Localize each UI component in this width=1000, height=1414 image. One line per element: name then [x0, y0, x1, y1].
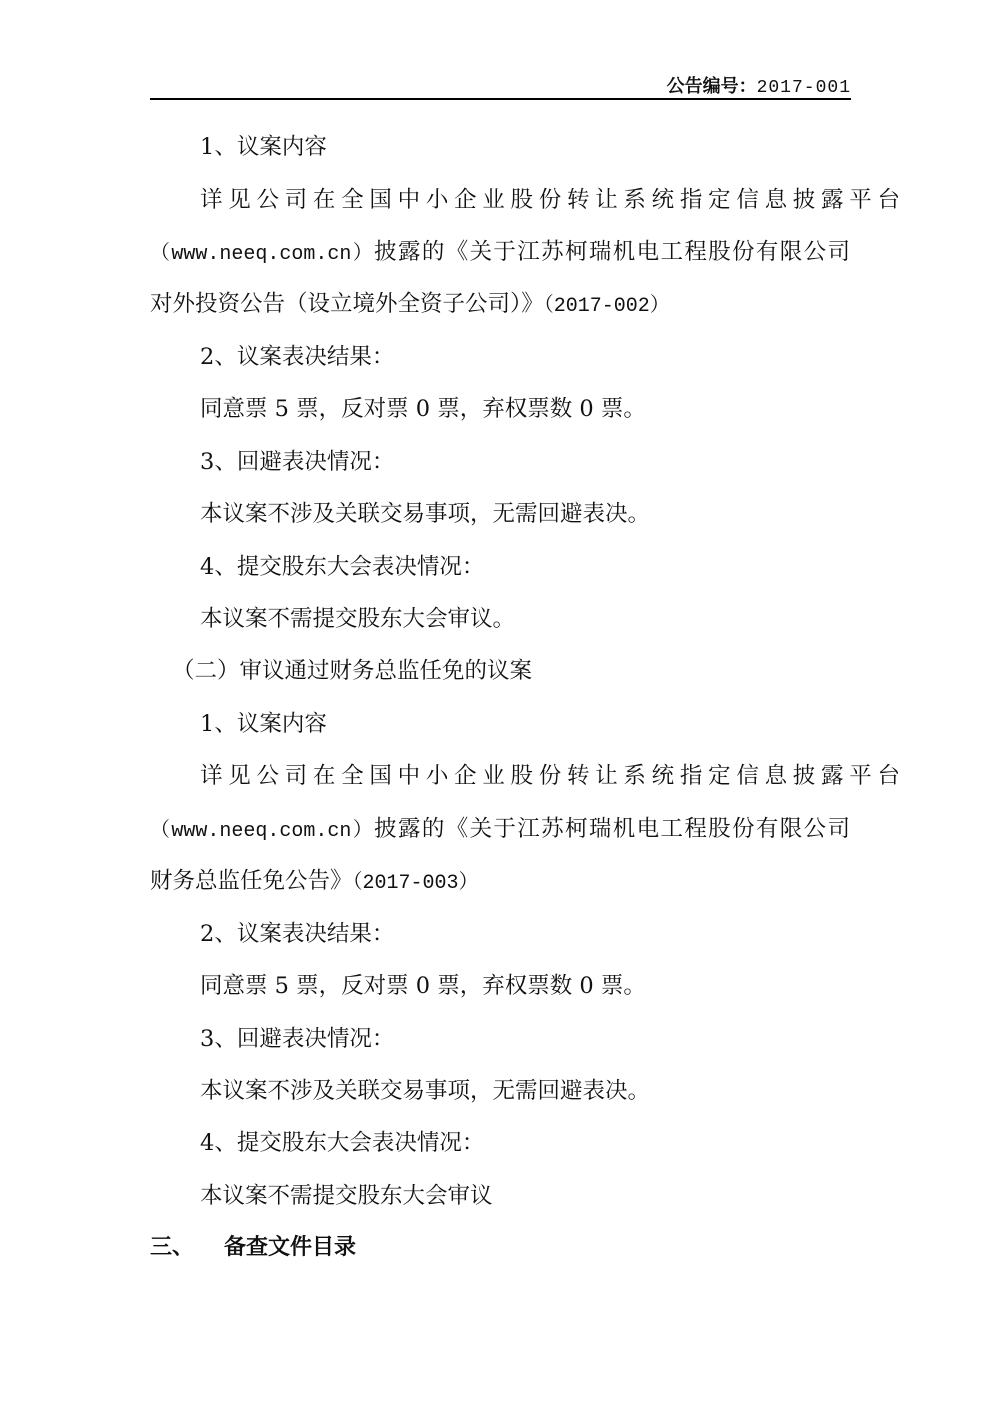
p2-avoidance-heading: 3、回避表决情况：: [200, 1026, 395, 1052]
p1-item-content-heading: 1、议案内容: [200, 134, 327, 160]
p2-vote-result-heading: 2、议案表决结果：: [200, 921, 395, 947]
p1-vote-result: 同意票 5 票，反对票 0 票，弃权票数 0 票。: [200, 396, 646, 422]
p2-vote-result: 同意票 5 票，反对票 0 票，弃权票数 0 票。: [200, 973, 646, 999]
p2-desc-line-3: [150, 861, 850, 901]
section-3-number: 三、: [150, 1235, 195, 1260]
p2-shareholder-vote-text: 本议案不需提交股东大会审议: [200, 1183, 493, 1209]
page-header: [150, 72, 851, 100]
p2-desc-text: 披露的《关于江苏柯瑞机电工程股份有限公司: [374, 816, 850, 842]
p1-vote-result-heading: 2、议案表决结果：: [200, 344, 395, 370]
p1-avoidance-text: 本议案不涉及关联交易事项，无需回避表决。: [200, 501, 651, 527]
p2-item-content-heading: 1、议案内容: [200, 711, 327, 737]
p1-desc-line-2: [150, 232, 850, 272]
p1-shareholder-vote-text: 本议案不需提交股东大会审议。: [200, 606, 516, 632]
p2-desc-line-1: 详见公司在全国中小企业股份转让系统指定信息披露平台: [200, 763, 900, 789]
p1-notice-code: （2017-002）: [543, 295, 670, 318]
p1-desc-text: 披露的《关于江苏柯瑞机电工程股份有限公司: [374, 239, 850, 265]
p2-avoidance-text: 本议案不涉及关联交易事项，无需回避表决。: [200, 1078, 651, 1104]
p2-notice-title: 财务总监任免公告》: [150, 868, 353, 894]
announcement-number: 2017-001: [756, 78, 851, 98]
p1-avoidance-heading: 3、回避表决情况：: [200, 449, 395, 475]
p1-desc-line-1: 详见公司在全国中小企业股份转让系统指定信息披露平台: [200, 187, 900, 213]
p1-disclosure-url: （www.neeq.com.cn）: [150, 243, 375, 266]
p1-notice-title: 对外投资公告（设立境外全资子公司）》: [150, 291, 544, 317]
p2-shareholder-vote-heading: 4、提交股东大会表决情况：: [200, 1130, 485, 1156]
p2-title: （二）审议通过财务总监任免的议案: [172, 658, 533, 684]
section-3-heading: [150, 1228, 850, 1268]
p2-desc-line-2: [150, 809, 850, 849]
p1-shareholder-vote-heading: 4、提交股东大会表决情况：: [200, 554, 485, 580]
p2-disclosure-url: （www.neeq.com.cn）: [150, 820, 375, 843]
p1-desc-line-3: [150, 284, 850, 324]
section-3-title: 备查文件目录: [224, 1235, 357, 1260]
p2-notice-code: （2017-003）: [352, 872, 479, 895]
announcement-number-label: 公告编号：: [666, 76, 757, 97]
